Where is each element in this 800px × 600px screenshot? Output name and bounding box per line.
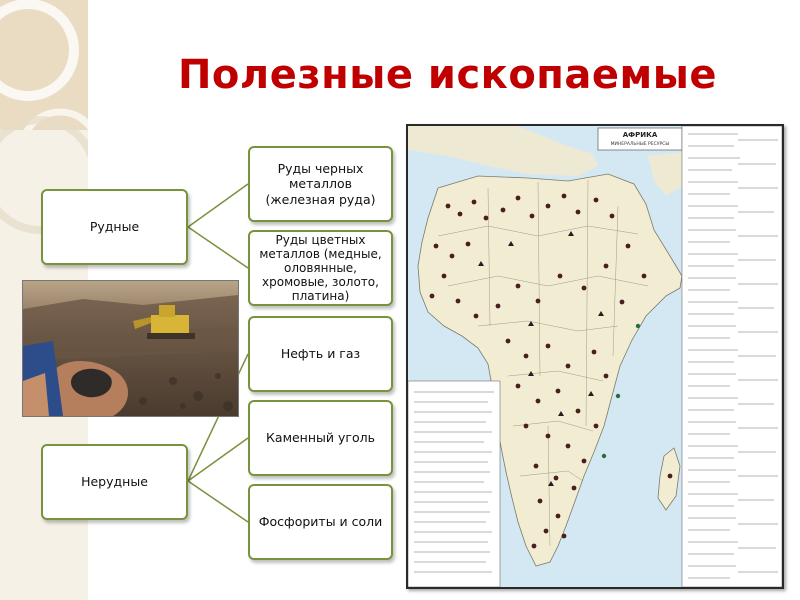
connector-nonore-phosphorite xyxy=(188,481,248,522)
connector-nonore-coal xyxy=(188,438,248,481)
map-title: АФРИКА xyxy=(622,131,658,139)
page-title: Полезные ископаемые xyxy=(177,52,718,98)
item-ferrous-line: (железная руда) xyxy=(265,191,376,207)
item-phosphorite-salt-box xyxy=(248,484,393,560)
item-ferrous-box xyxy=(248,146,393,222)
connector-ore-ferrous xyxy=(188,184,248,227)
item-coal-label: Каменный уголь xyxy=(266,430,375,446)
item-nonferrous-line: Руды цветных xyxy=(275,232,366,247)
category-ore-box xyxy=(41,189,188,265)
item-oil-gas-label: Нефть и газ xyxy=(280,346,361,362)
map-subtitle: МИНЕРАЛЬНЫЕ РЕСУРСЫ xyxy=(610,142,670,147)
connector-ore-nonferrous xyxy=(188,227,248,268)
item-nonferrous-box xyxy=(248,230,393,306)
item-nonferrous-line: металлов (медные, xyxy=(259,246,382,261)
category-nonore-label: Нерудные xyxy=(81,474,148,490)
item-ferrous-line: металлов xyxy=(288,176,353,192)
africa-mineral-map xyxy=(406,124,784,589)
mining-photo xyxy=(22,280,239,417)
item-coal-box xyxy=(248,400,393,476)
category-ore-label: Рудные xyxy=(89,219,140,235)
category-nonore-box xyxy=(41,444,188,520)
item-nonferrous-line: оловянные, xyxy=(283,260,357,275)
item-nonferrous-line: платина) xyxy=(291,289,350,304)
item-phosphorite-salt-label: Фосфориты и соли xyxy=(258,514,383,530)
item-nonferrous-line: хромовые, золото, xyxy=(262,275,379,290)
item-oil-gas-box xyxy=(248,316,393,392)
item-ferrous-line: Руды черных xyxy=(277,160,364,176)
